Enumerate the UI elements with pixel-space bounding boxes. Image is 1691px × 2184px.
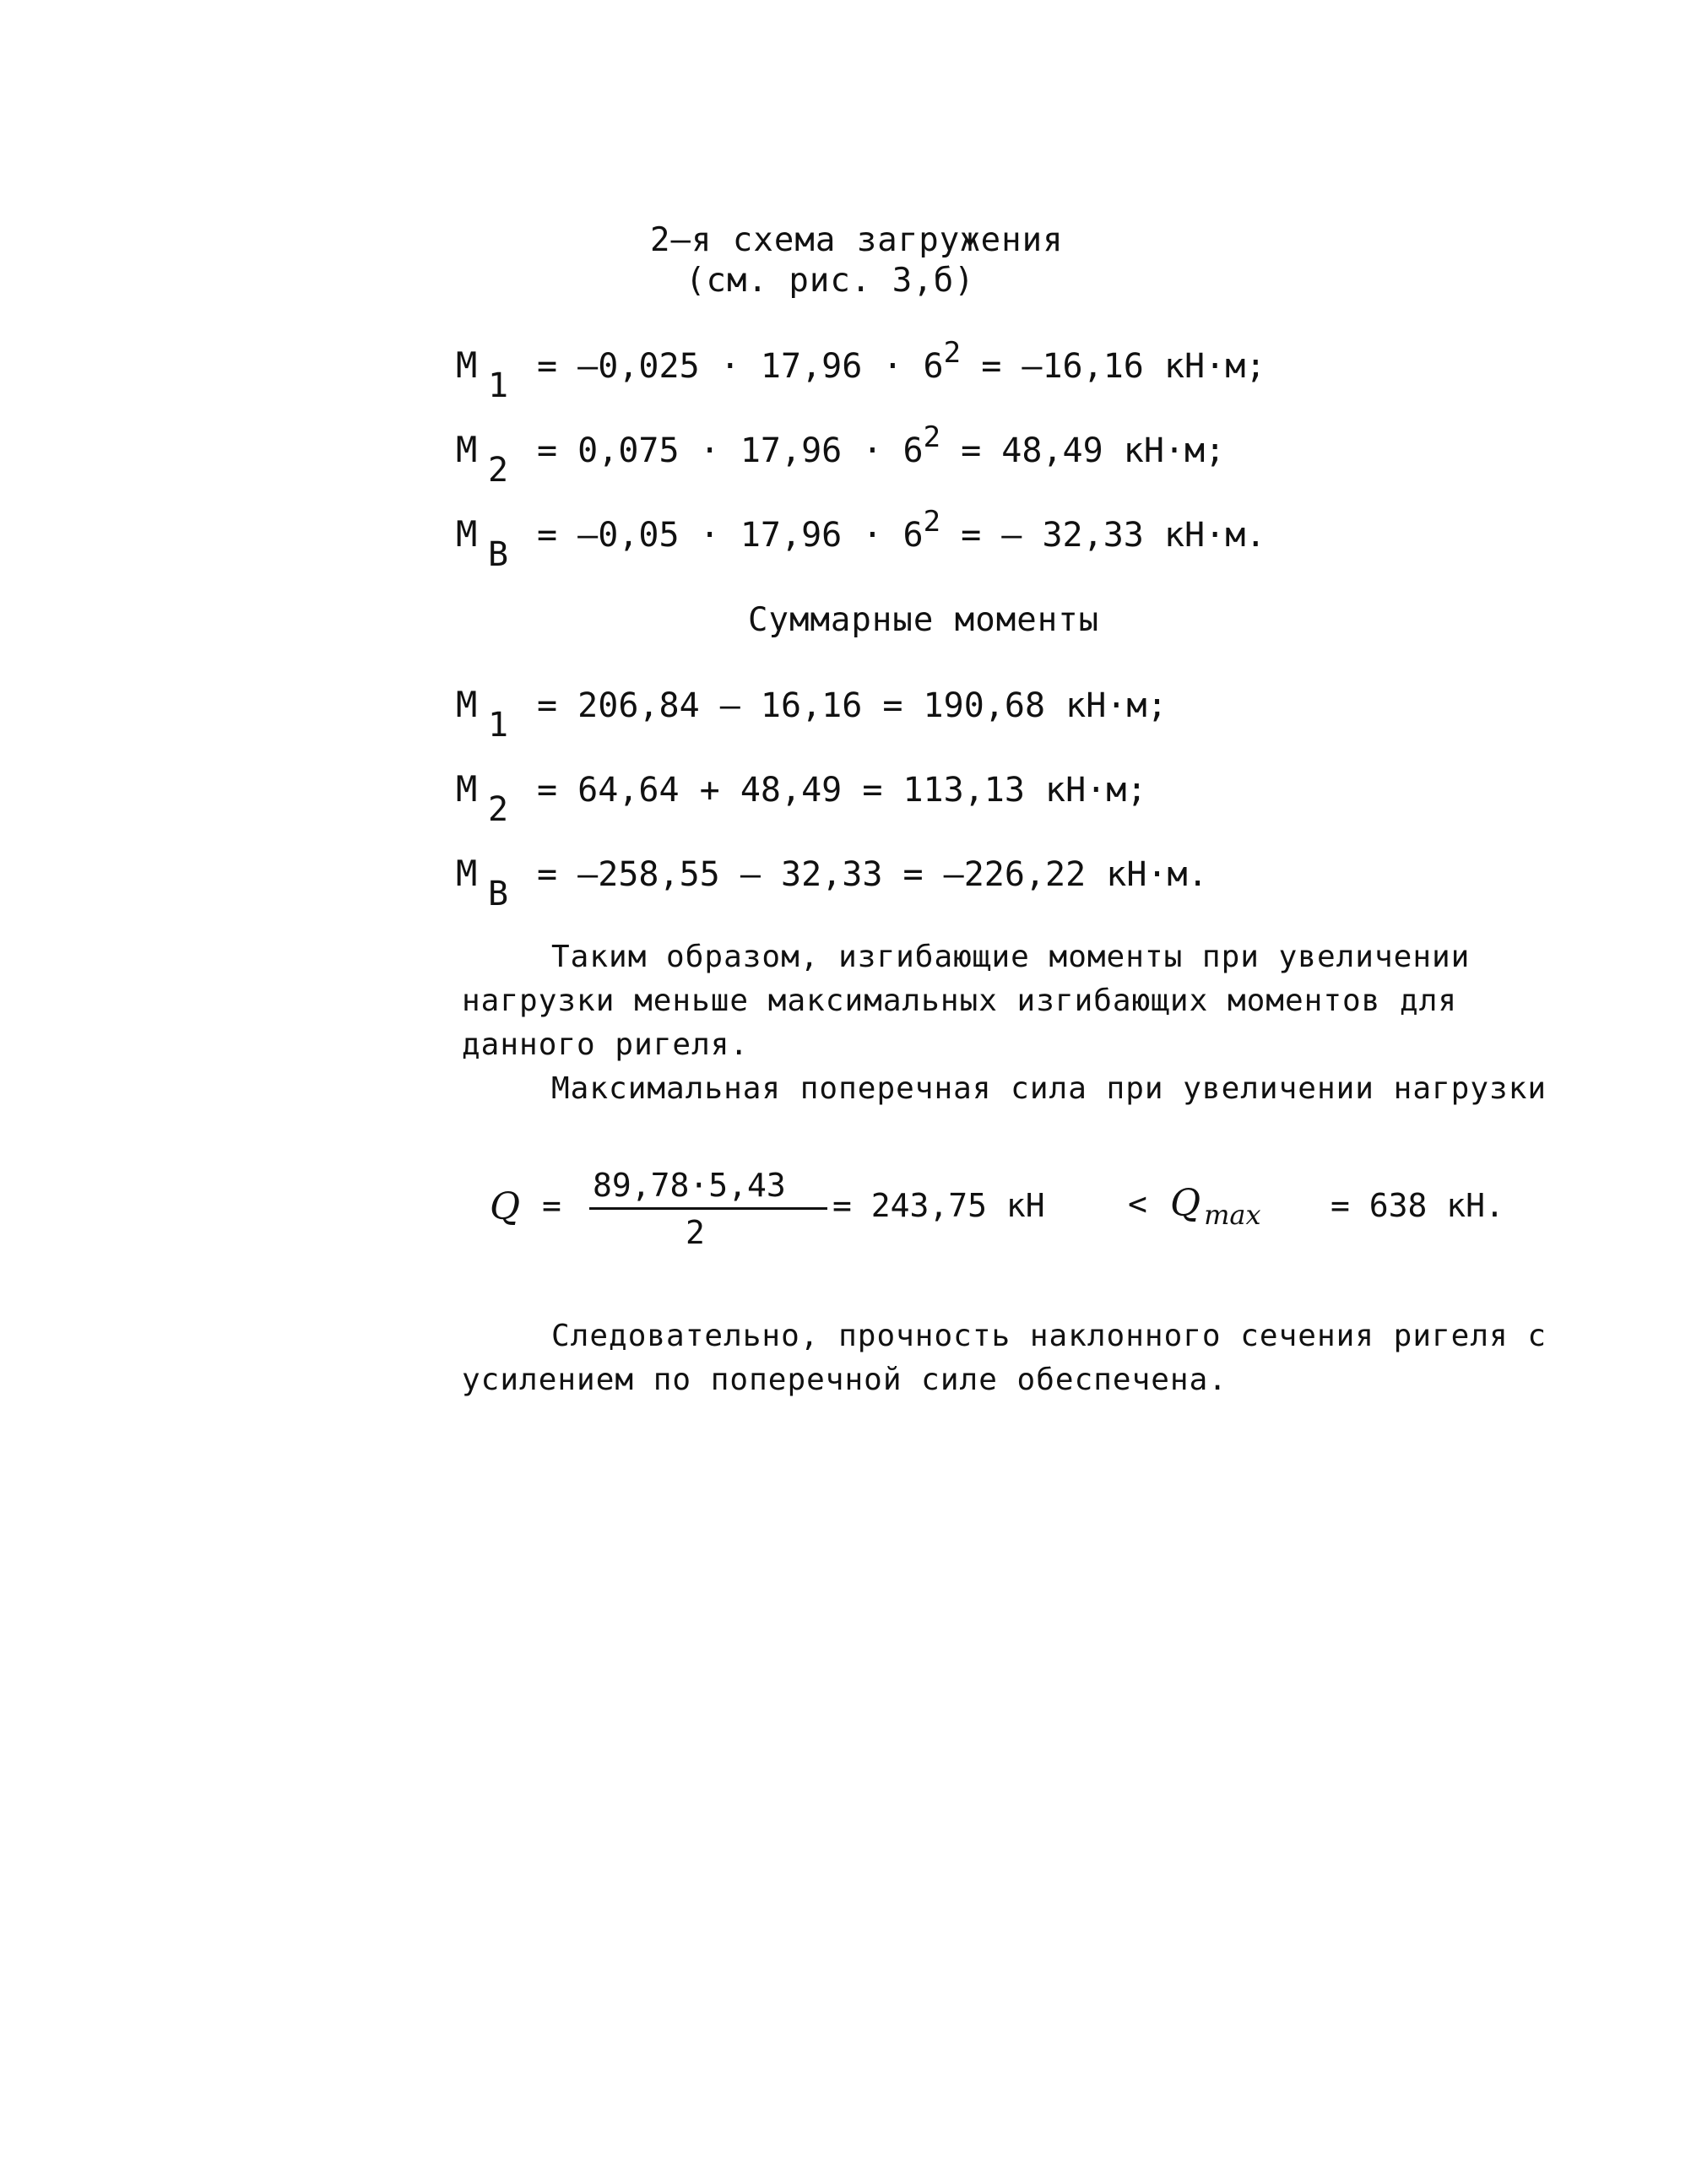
q-max-value: = 638 кН. [1331, 1187, 1504, 1224]
summary-formula-m2 [456, 768, 1146, 836]
formula-result: = –16,16 кН·м; [961, 347, 1266, 386]
paragraph-line: данного ригеля. [462, 1027, 750, 1062]
scheme-figure-ref: (см. рис. 3,б) [686, 262, 975, 300]
paragraph-line: Максимальная поперечная сила при увеличении нагрузки [551, 1071, 1547, 1106]
formula-result: = – 32,33 кН·м. [940, 516, 1266, 555]
paragraph-line: Таким образом, изгибающие моменты при увеличении [551, 940, 1471, 974]
formula-m2 [456, 420, 1226, 496]
equals-sign: = [542, 1187, 561, 1224]
formula-subscript: B [488, 535, 509, 574]
formula-expression: = 0,075 · 17,96 · 6 [537, 431, 924, 470]
summary-heading: Суммарные моменты [748, 601, 1100, 639]
paragraph-line: Следовательно, прочность наклонного сечения ригеля с [551, 1319, 1547, 1353]
formula-subscript: 2 [488, 790, 509, 829]
formula-symbol: M [456, 853, 478, 894]
formula-exponent: 2 [923, 505, 941, 539]
scheme-heading: 2–я схема загружения [650, 221, 1064, 259]
formula-expression: = 206,84 – 16,16 = 190,68 кН·м; [537, 686, 1168, 725]
formula-expression: = –0,05 · 17,96 · 6 [537, 516, 924, 555]
formula-symbol: M [456, 344, 478, 386]
formula-subscript: 2 [488, 451, 509, 490]
formula-symbol: M [456, 429, 478, 470]
formula-result: = 48,49 кН·м; [940, 431, 1226, 470]
q-max-subscript: max [1204, 1199, 1261, 1231]
formula-subscript: 1 [488, 366, 509, 405]
final-conclusion-paragraph [462, 1314, 1593, 1402]
formula-mb [456, 505, 1266, 581]
formula-m1 [456, 336, 1266, 412]
summary-formula-m1 [456, 684, 1168, 751]
formula-expression: = –0,025 · 17,96 · 6 [537, 347, 944, 386]
formula-expression: = 64,64 + 48,49 = 113,13 кН·м; [537, 771, 1147, 810]
formula-symbol: M [456, 513, 478, 555]
formula-symbol: M [456, 684, 478, 725]
formula-subscript: B [488, 875, 509, 913]
fraction-denominator: 2 [686, 1214, 705, 1251]
fraction-bar [589, 1207, 827, 1210]
paragraph-line: усилением по поперечной силе обеспечена. [462, 1363, 1228, 1397]
formula-exponent: 2 [923, 420, 941, 454]
q-symbol: Q [490, 1185, 521, 1228]
formula-exponent: 2 [943, 336, 962, 370]
paragraph-line: нагрузки меньше максимальных изгибающих моментов для [462, 984, 1458, 1018]
formula-expression: = –258,55 – 32,33 = –226,22 кН·м. [537, 855, 1208, 894]
q-result: = 243,75 кН [832, 1187, 1045, 1224]
q-max-symbol: Q $_{max}$ [1170, 1182, 1261, 1231]
fraction-numerator: 89,78·5,43 [593, 1167, 786, 1204]
formula-symbol: M [456, 768, 478, 810]
formula-subscript: 1 [488, 706, 509, 745]
summary-formula-mb [456, 853, 1208, 920]
conclusion-paragraph [462, 935, 1593, 1111]
less-than-sign: < [1128, 1185, 1147, 1222]
shear-force-formula [490, 1167, 1570, 1268]
